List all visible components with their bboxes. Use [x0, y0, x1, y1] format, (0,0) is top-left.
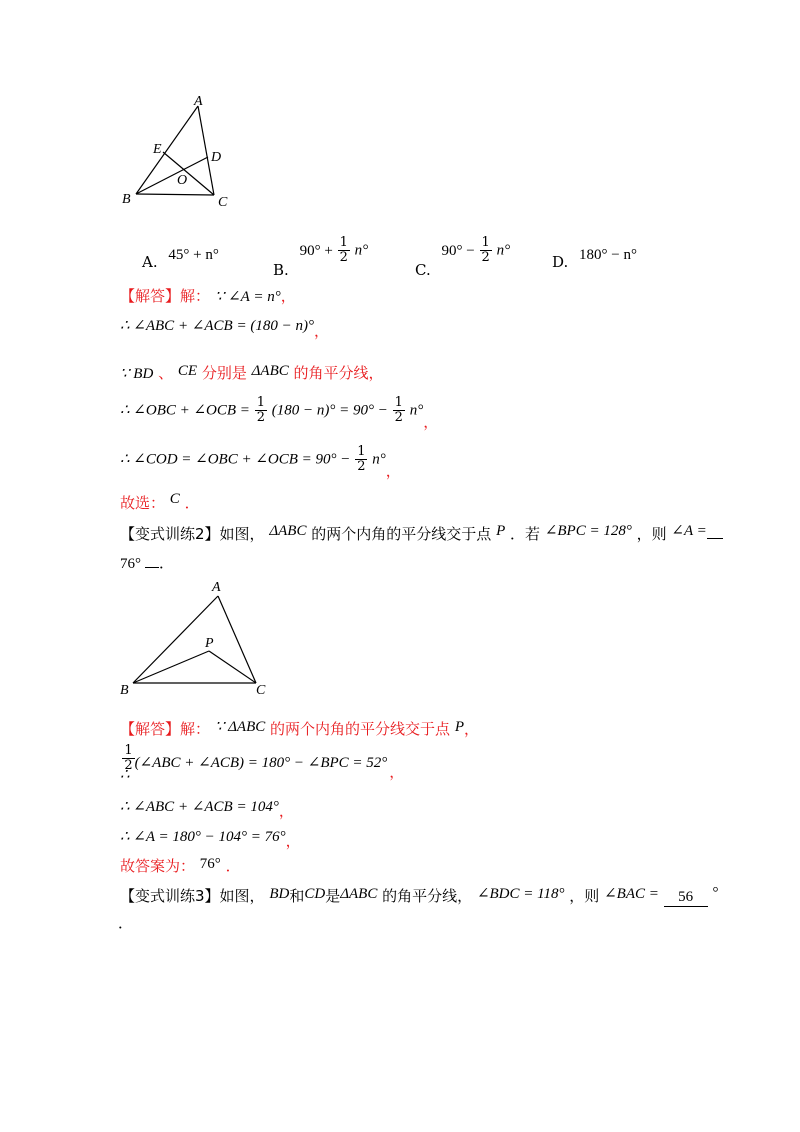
- option-b-fraction: $\frac{1}{2}$: [339, 235, 348, 265]
- solution2-answer-value: 76°: [199, 856, 221, 872]
- solution2-triangle: ∵ ΔABC: [214, 719, 266, 735]
- option-a: [142, 247, 219, 272]
- solution1-comma5: ，: [385, 461, 401, 480]
- solution2-tag: 【解答】: [120, 720, 181, 738]
- solution1-l4-post: n°: [409, 402, 424, 419]
- segment-bd: [136, 157, 208, 194]
- question3-tag: 【变式训练3】: [120, 887, 220, 905]
- solution2-point: P: [454, 719, 464, 735]
- label-a: A: [212, 580, 221, 595]
- question3-line1: [120, 885, 718, 907]
- label-b: B: [120, 683, 129, 698]
- triangle-figure-1: [110, 90, 250, 212]
- solution1-comma1: ，: [280, 287, 296, 305]
- question2-t5: ．若: [510, 525, 541, 543]
- question2-answer: 76°: [120, 556, 141, 572]
- solution1-l4-frac2: $\frac{1}{2}$: [394, 395, 403, 425]
- question2-t7: ，则: [636, 525, 667, 543]
- label-b: B: [122, 192, 131, 207]
- solution1-ce: CE: [177, 363, 198, 379]
- solution2-answer-label: 故答案为：: [120, 857, 196, 875]
- option-b: [273, 235, 369, 279]
- option-c-fraction: $\frac{1}{2}$: [481, 235, 490, 265]
- label-o: O: [177, 173, 188, 188]
- label-a: A: [194, 94, 203, 109]
- solution1-l4-mid: (180 − n)° = 90° −: [271, 402, 388, 419]
- option-a-expr: 45° + n°: [168, 247, 219, 263]
- solution1-fenbieshi: 分别是: [201, 364, 247, 382]
- solution1-period: ．: [184, 494, 200, 512]
- solution2-result: ∴ ∠A = 180° − 104° = 76°: [120, 829, 286, 845]
- solution1-l4-pre: ∴ ∠OBC + ∠OCB =: [120, 402, 250, 419]
- solution2-therefore: ∴: [120, 766, 130, 783]
- solution2-answer: [120, 855, 241, 876]
- solution1-l5-post: n°: [372, 451, 386, 468]
- solution2-comma2: ，: [389, 762, 405, 781]
- label-e: E: [153, 142, 162, 157]
- question3-t1: 如图，: [219, 887, 265, 905]
- solution2-comma1: ，: [464, 720, 480, 738]
- side-bc: [136, 194, 214, 195]
- question2-given: ∠BPC = 128°: [544, 523, 632, 539]
- question3-ask: ∠BAC =: [604, 886, 659, 902]
- question3-answer: 56: [664, 889, 708, 907]
- solution1-l4-frac1: $\frac{1}{2}$: [256, 395, 265, 425]
- question3-shi: 是: [325, 887, 341, 905]
- solution1-choice: C: [169, 491, 180, 507]
- question2-line2: [120, 552, 174, 573]
- option-c: [415, 235, 511, 279]
- option-d: [552, 247, 638, 272]
- solution1-comma4: ，: [423, 412, 439, 431]
- option-b-letter: B.: [273, 260, 289, 279]
- solution1-guxuan: 故选：: [120, 494, 166, 512]
- solution1-bisector-text: 的角平分线，: [293, 364, 384, 382]
- label-c: C: [256, 683, 266, 698]
- solution1-jie: 解：: [180, 287, 211, 305]
- question2-t3: 的两个内角的平分线交于点: [311, 525, 492, 543]
- option-d-expr: 180° − n°: [579, 247, 638, 263]
- question3-degree: °: [712, 885, 719, 901]
- solution1-line3: [120, 362, 384, 383]
- label-c: C: [218, 195, 228, 210]
- solution2-line1: [120, 718, 479, 739]
- solution2-period: ．: [225, 857, 241, 875]
- solution2-line2: [120, 743, 414, 783]
- solution2-sum: ∴ ∠ABC + ∠ACB = 104°: [120, 799, 279, 815]
- side-ab: [136, 106, 198, 194]
- question2-tag: 【变式训练2】: [120, 525, 220, 543]
- solution2-bisector-text: 的两个内角的平分线交于点: [270, 720, 451, 738]
- question2-triangle: ΔABC: [269, 523, 307, 539]
- solution1-line2: [120, 314, 329, 340]
- question3-given: ∠BDC = 118°: [476, 886, 565, 902]
- option-c-post: n°: [496, 242, 511, 259]
- label-d: D: [211, 150, 222, 165]
- question2-t1: 如图，: [219, 525, 265, 543]
- solution1-tag: 【解答】: [120, 287, 181, 305]
- question2-end: ．: [159, 554, 175, 572]
- solution2-half: $\frac{1}{2}$: [124, 743, 133, 773]
- question3-cd: CD: [304, 886, 326, 902]
- question3-bisector-text: 的角平分线，: [382, 887, 473, 905]
- option-a-letter: A.: [142, 253, 158, 271]
- question2-point: P: [496, 523, 506, 539]
- question3-end: ．: [118, 914, 134, 932]
- option-c-letter: C.: [415, 260, 431, 279]
- option-b-post: n°: [354, 242, 369, 259]
- solution1-sum-angles: ∴ ∠ABC + ∠ACB = (180 − n)°: [120, 318, 314, 334]
- solution2-equation: (∠ABC + ∠ACB) = 180° − ∠BPC = 52°: [134, 754, 388, 771]
- solution2-line3: [120, 795, 294, 820]
- solution1-given: ∵ ∠A = n°: [214, 289, 281, 305]
- solution2-comma4: ，: [285, 832, 301, 850]
- solution1-comma2: ，: [313, 322, 329, 340]
- question3-bd: BD: [269, 886, 290, 902]
- option-b-pre: 90° +: [299, 242, 333, 259]
- solution1-l5-pre: ∴ ∠COD = ∠OBC + ∠OCB = 90° −: [120, 451, 351, 468]
- solution1-line5: [120, 444, 401, 480]
- option-d-letter: D.: [552, 253, 569, 271]
- solution1-l5-frac: $\frac{1}{2}$: [357, 444, 366, 474]
- question2-ask: ∠A =: [671, 523, 707, 539]
- solution2-comma3: ，: [278, 802, 294, 820]
- question2-line1: [120, 523, 723, 544]
- option-c-pre: 90° −: [441, 242, 475, 259]
- question3-line2: [118, 912, 133, 933]
- segment-bp: [133, 651, 209, 683]
- solution1-dun: 、: [158, 364, 174, 382]
- solution2-line4: [120, 825, 301, 850]
- question3-ze: ，则: [569, 887, 600, 905]
- question3-triangle: ΔABC: [340, 886, 378, 902]
- solution1-line1: [120, 285, 296, 306]
- solution1-triangle: ΔABC: [251, 363, 289, 379]
- solution1-bd: ∵ BD: [120, 366, 154, 382]
- label-p: P: [205, 636, 214, 651]
- solution1-line4: [120, 395, 439, 431]
- question3-he: 和: [289, 887, 305, 905]
- triangle-figure-2: [110, 575, 280, 700]
- solution1-answer: [120, 492, 200, 513]
- solution2-jie: 解：: [180, 720, 211, 738]
